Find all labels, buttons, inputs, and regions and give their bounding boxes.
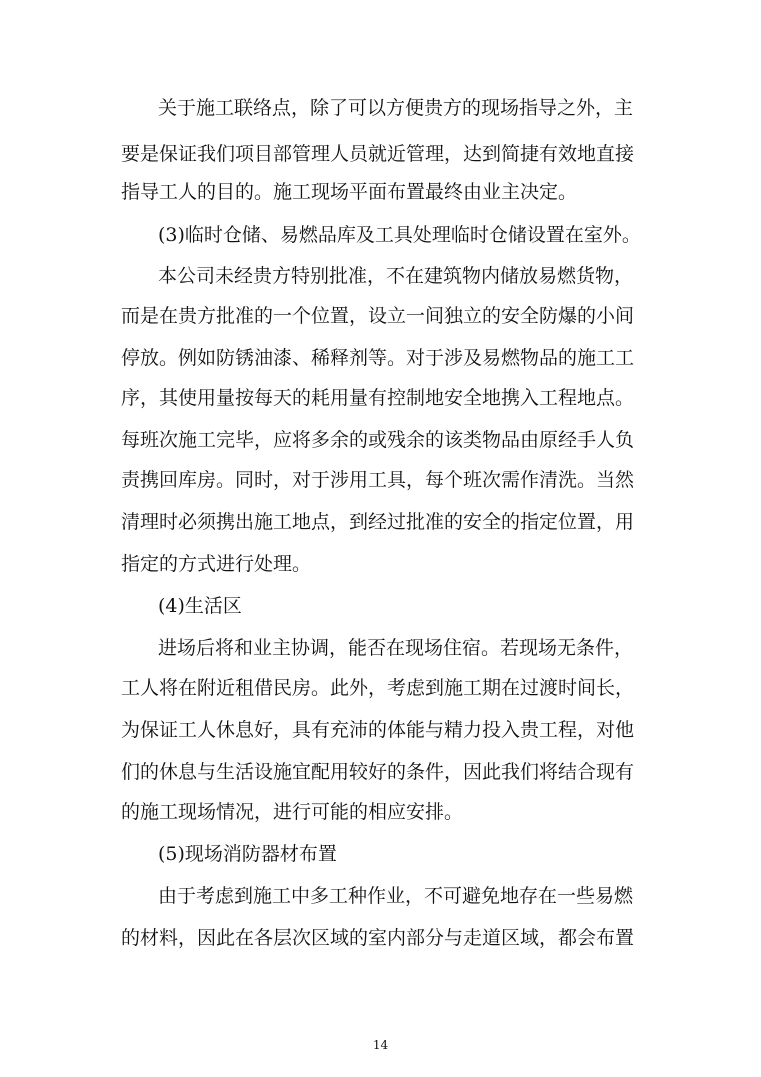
text-line: 的材料，因此在各层次区域的室内部分与走道区域，都会布置 [121, 927, 635, 949]
text-line: 们的休息与生活设施宜配用较好的条件，因此我们将结合现有 [121, 761, 635, 783]
section-heading: (3)临时仓储、易燃品库及工具处理临时仓储设置在室外。 [158, 224, 641, 246]
text-line: 停放。例如防锈油漆、稀释剂等。对于涉及易燃物品的施工工 [121, 347, 635, 369]
text-line: 而是在贵方批准的一个位置，设立一间独立的安全防爆的小间 [121, 305, 635, 327]
text-line: 工人将在附近租借民房。此外，考虑到施工期在过渡时间长， [121, 677, 635, 699]
text-line: 指定的方式进行处理。 [121, 553, 312, 575]
text-line: 进场后将和业主协调，能否在现场住宿。若现场无条件， [158, 637, 634, 659]
text-line: 责携回库房。同时，对于涉用工具，每个班次需作清洗。当然 [121, 469, 635, 491]
section-heading: (4)生活区 [158, 595, 242, 617]
text-line: 关于施工联络点，除了可以方便贵方的现场指导之外，主 [158, 97, 634, 119]
page-number: 14 [372, 1038, 389, 1052]
text-line: 每班次施工完毕，应将多余的或残余的该类物品由原经手人负 [121, 429, 635, 451]
text-line: 指导工人的目的。施工现场平面布置最终由业主决定。 [121, 181, 578, 203]
section-heading: (5)现场消防器材布置 [158, 843, 337, 865]
text-line: 的施工现场情况，进行可能的相应安排。 [121, 801, 464, 823]
text-line: 本公司未经贵方特别批准，不在建筑物内储放易燃货物， [158, 265, 634, 287]
text-line: 序，其使用量按每天的耗用量有控制地安全地携入工程地点。 [121, 387, 635, 409]
text-line: 由于考虑到施工中多工种作业，不可避免地存在一些易燃 [158, 885, 634, 907]
text-line: 为保证工人休息好，具有充沛的体能与精力投入贵工程，对他 [121, 719, 635, 741]
text-line: 要是保证我们项目部管理人员就近管理，达到简捷有效地直接 [121, 143, 635, 165]
text-line: 清理时必须携出施工地点，到经过批准的安全的指定位置，用 [121, 511, 635, 533]
